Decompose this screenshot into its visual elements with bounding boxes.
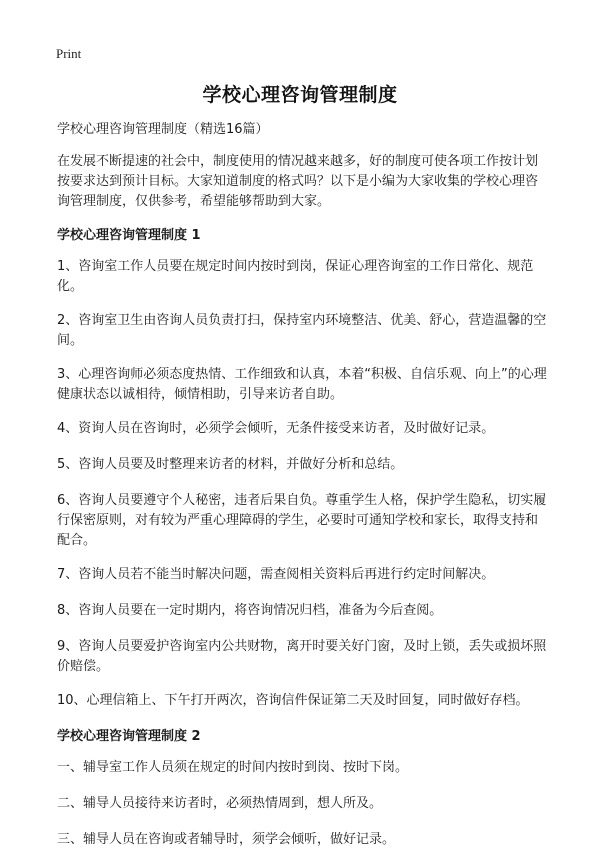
list-item: 6、咨询人员要遵守个人秘密，违者后果自负。尊重学生人格，保护学生隐私，切实履行保密原则，对有较为严重心理障碍的学生，必要时可通知学校和家长，取得支持和配合。 [57,493,547,548]
list-item: 5、咨询人员要及时整理来访者的材料，并做好分析和总结。 [57,457,404,472]
list-item: 2、咨询室卫生由咨询人员负责打扫，保持室内环境整洁、优美、舒心，营造温馨的空间。 [57,313,547,348]
list-item: 8、咨询人员要在一定时期内，将咨询情况归档，准备为今后查阅。 [57,603,443,618]
document-title: 学校心理咨询管理制度 [202,84,398,106]
document-subtitle: 学校心理咨询管理制度（精选16篇） [57,122,269,137]
section-heading: 学校心理咨询管理制度 1 [57,228,201,243]
print-label: Print [56,46,82,61]
list-item: 1、咨询室工作人员要在规定时间内按时到岗，保证心理咨询室的工作日常化、规范化。 [57,259,534,294]
list-item: 三、辅导人员在咨询或者辅导时，须学会倾听，做好记录。 [57,832,396,847]
list-item: 一、辅导室工作人员须在规定的时间内按时到岗、按时下岗。 [57,760,409,775]
list-item: 3、心理咨询师必须态度热情、工作细致和认真，本着“积极、自信乐观、向上”的心理健康状态以诚相待，倾情相助，引导来访者自助。 [57,367,547,402]
section-2 [57,727,547,850]
section-heading: 学校心理咨询管理制度 2 [57,729,201,744]
section-1 [57,226,547,711]
list-item: 9、咨询人员要爱护咨询室内公共财物，离开时要关好门窗，及时上锁，丢失或损坏照价赔偿。 [57,639,547,674]
list-item: 二、辅导人员接待来访者时，必须热情周到，想人所及。 [57,796,383,811]
document-body [57,120,547,866]
list-item: 4、资询人员在咨询时，必须学会倾听，无条件接受来访者，及时做好记录。 [57,421,495,436]
list-item: 7、咨询人员若不能当时解决问题，需查阅相关资料后再进行约定时间解决。 [57,567,495,582]
list-item: 10、心理信箱上、下午打开两次，咨询信件保证第二天及时回复，同时做好存档。 [57,693,529,708]
intro-paragraph: 在发展不断提速的社会中，制度使用的情况越来越多，好的制度可使各项工作按计划按要求达到预计目标。大家知道制度的格式吗？以下是小编为大家收集的学校心理咨询管理制度，仅供参考，希望能够帮助到大家。 [57,154,539,209]
